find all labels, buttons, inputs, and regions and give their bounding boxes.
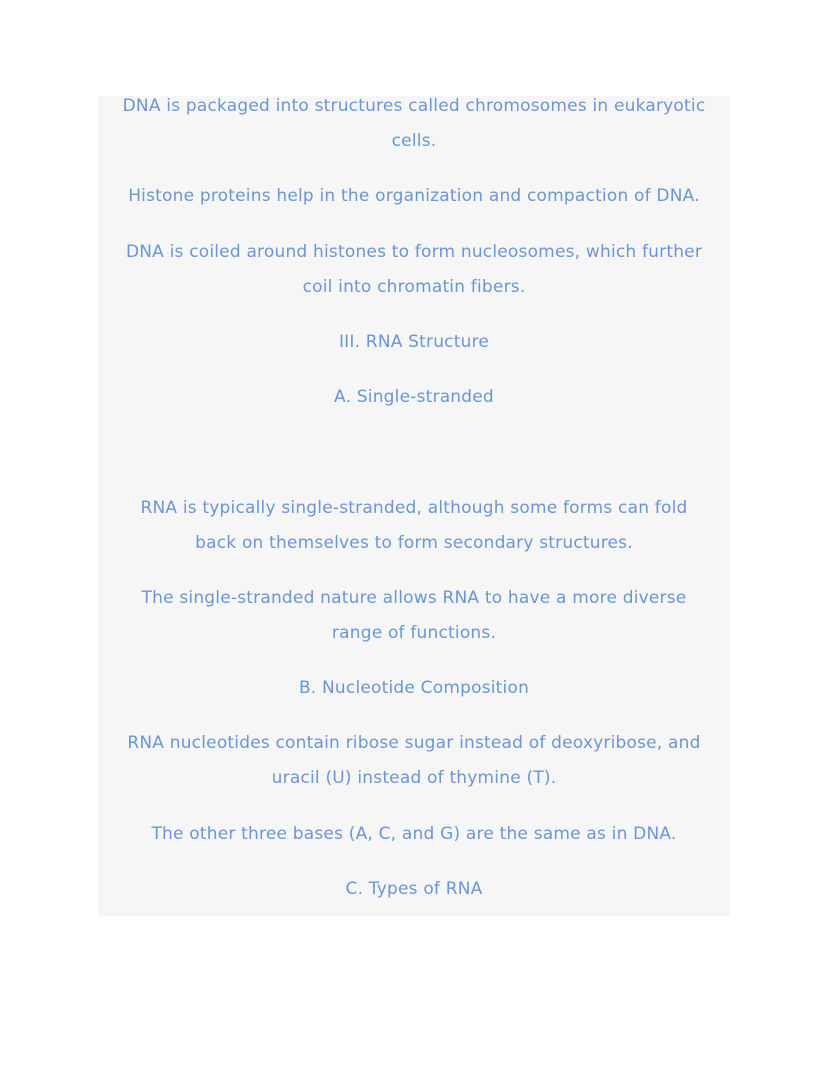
paragraph-line: back on themselves to form secondary structures.: [195, 533, 633, 553]
section-heading: III. RNA Structure: [338, 332, 490, 352]
paragraph-line: range of functions.: [331, 623, 497, 643]
subsection-heading: A. Single-stranded: [334, 387, 494, 407]
paragraph-line: RNA nucleotides contain ribose sugar instead of deoxyribose, and: [127, 733, 701, 753]
paragraph-line: The other three bases (A, C, and G) are the same as in DNA.: [151, 824, 677, 844]
paragraph-line: Histone proteins help in the organization and compaction of DNA.: [128, 186, 700, 206]
paragraph-line: coil into chromatin fibers.: [302, 277, 526, 297]
paragraph-line: RNA is typically single-stranded, although some forms can fold: [140, 498, 688, 518]
paragraph-line: The single-stranded nature allows RNA to have a more diverse: [141, 588, 687, 608]
paragraph-line: DNA is packaged into structures called chromosomes in eukaryotic: [122, 96, 706, 116]
paragraph-line: DNA is coiled around histones to form nucleosomes, which further: [125, 242, 703, 262]
subsection-heading: B. Nucleotide Composition: [298, 678, 530, 698]
subsection-heading: C. Types of RNA: [345, 879, 483, 899]
content-panel: [98, 96, 730, 916]
paragraph-line: cells.: [391, 131, 437, 151]
paragraph-line: uracil (U) instead of thymine (T).: [271, 768, 557, 788]
